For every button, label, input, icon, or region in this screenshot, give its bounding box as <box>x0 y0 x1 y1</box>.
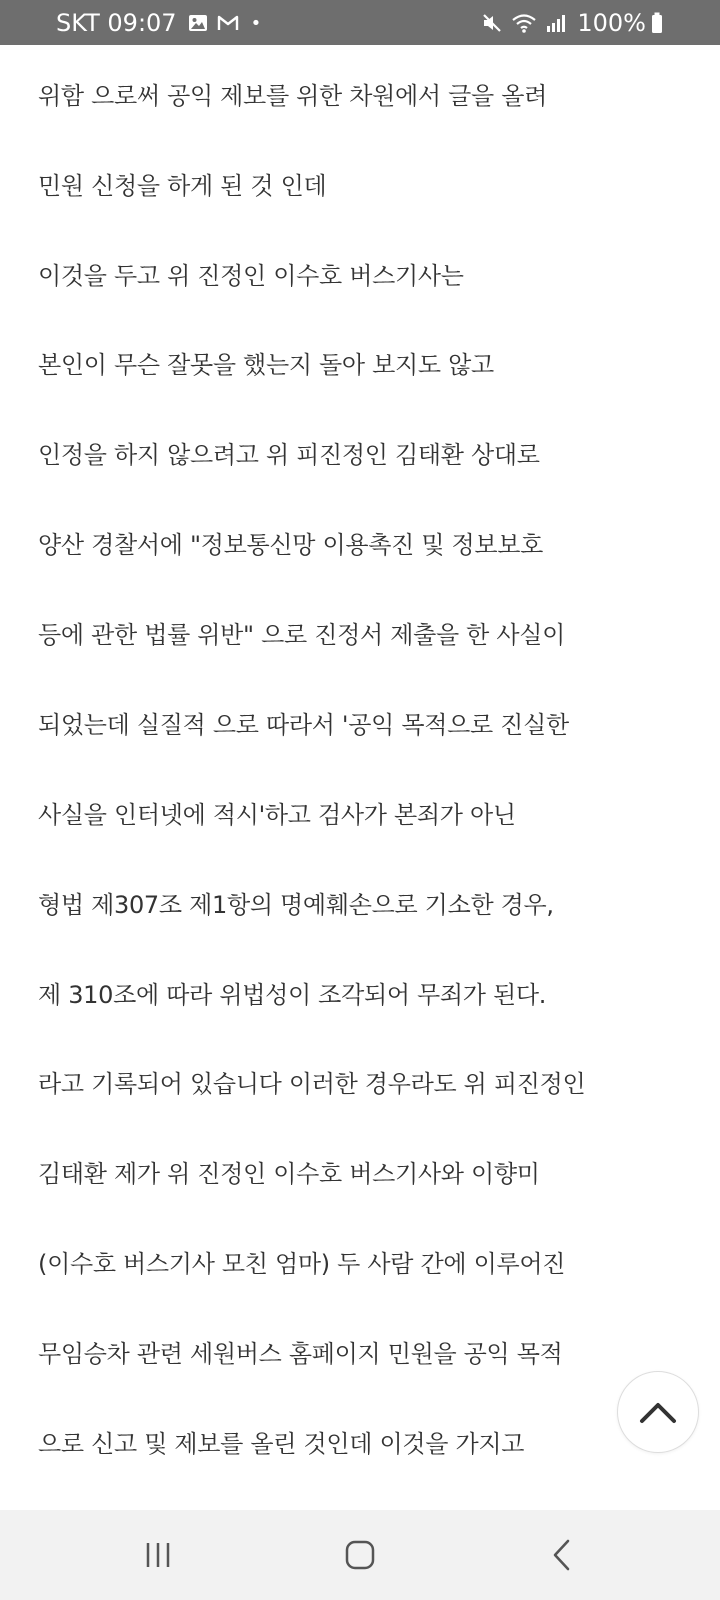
article-line: 민원 신청을 하게 된 것 인데 <box>38 172 327 200</box>
article-line: 무임승차 관련 세원버스 홈페이지 민원을 공익 목적 <box>38 1340 563 1368</box>
home-button[interactable] <box>300 1510 420 1600</box>
article-line: 제 310조에 따라 위법성이 조각되어 무죄가 된다. <box>38 981 547 1009</box>
battery-percent: 100% <box>577 9 646 37</box>
wifi-icon <box>511 11 537 35</box>
status-bar <box>0 0 720 45</box>
notification-dot: • <box>250 12 262 34</box>
article-line: 이것을 두고 위 진정인 이수호 버스기사는 <box>38 262 464 290</box>
navigation-bar <box>0 1510 720 1600</box>
article-line: 인정을 하지 않으려고 위 피진정인 김태환 상대로 <box>38 441 540 469</box>
article-line: 되었는데 실질적 으로 따라서 '공익 목적으로 진실한 <box>38 711 569 739</box>
status-left <box>56 9 271 37</box>
article-line: 양산 경찰서에 "정보통신망 이용촉진 및 정보보호 <box>38 531 544 559</box>
battery-icon <box>650 11 664 35</box>
article-line: (이수호 버스기사 모친 엄마) 두 사람 간에 이루어진 <box>38 1250 566 1278</box>
article-line: 본인이 무슨 잘못을 했는지 돌아 보지도 않고 <box>38 351 494 379</box>
back-icon <box>550 1538 574 1572</box>
scroll-to-top-button[interactable] <box>617 1371 699 1453</box>
article-line: 등에 관한 법률 위반" 으로 진정서 제출을 한 사실이 <box>38 621 566 649</box>
signal-icon <box>543 11 569 35</box>
gallery-icon <box>187 12 209 34</box>
article-line: 위함 으로써 공익 제보를 위한 차원에서 글을 올려 <box>38 82 547 110</box>
recent-apps-button[interactable] <box>98 1510 218 1600</box>
carrier-time: SKT 09:07 <box>56 9 177 37</box>
home-icon <box>344 1539 376 1571</box>
article-line: 형법 제307조 제1항의 명예훼손으로 기소한 경우, <box>38 891 554 919</box>
article-line: 라고 기록되어 있습니다 이러한 경우라도 위 피진정인 <box>38 1070 586 1098</box>
article-line: 김태환 제가 위 진정인 이수호 버스기사와 이향미 <box>38 1160 540 1188</box>
chevron-up-icon <box>638 1399 678 1425</box>
mute-icon <box>479 11 505 35</box>
article-content <box>0 45 720 1510</box>
gmail-icon <box>217 12 239 34</box>
article-line: 사실을 인터넷에 적시'하고 검사가 본죄가 아닌 <box>38 801 516 829</box>
status-right <box>473 9 664 37</box>
back-button[interactable] <box>502 1510 622 1600</box>
recent-apps-icon <box>143 1540 173 1570</box>
article-line: 으로 신고 및 제보를 올린 것인데 이것을 가지고 <box>38 1430 525 1458</box>
